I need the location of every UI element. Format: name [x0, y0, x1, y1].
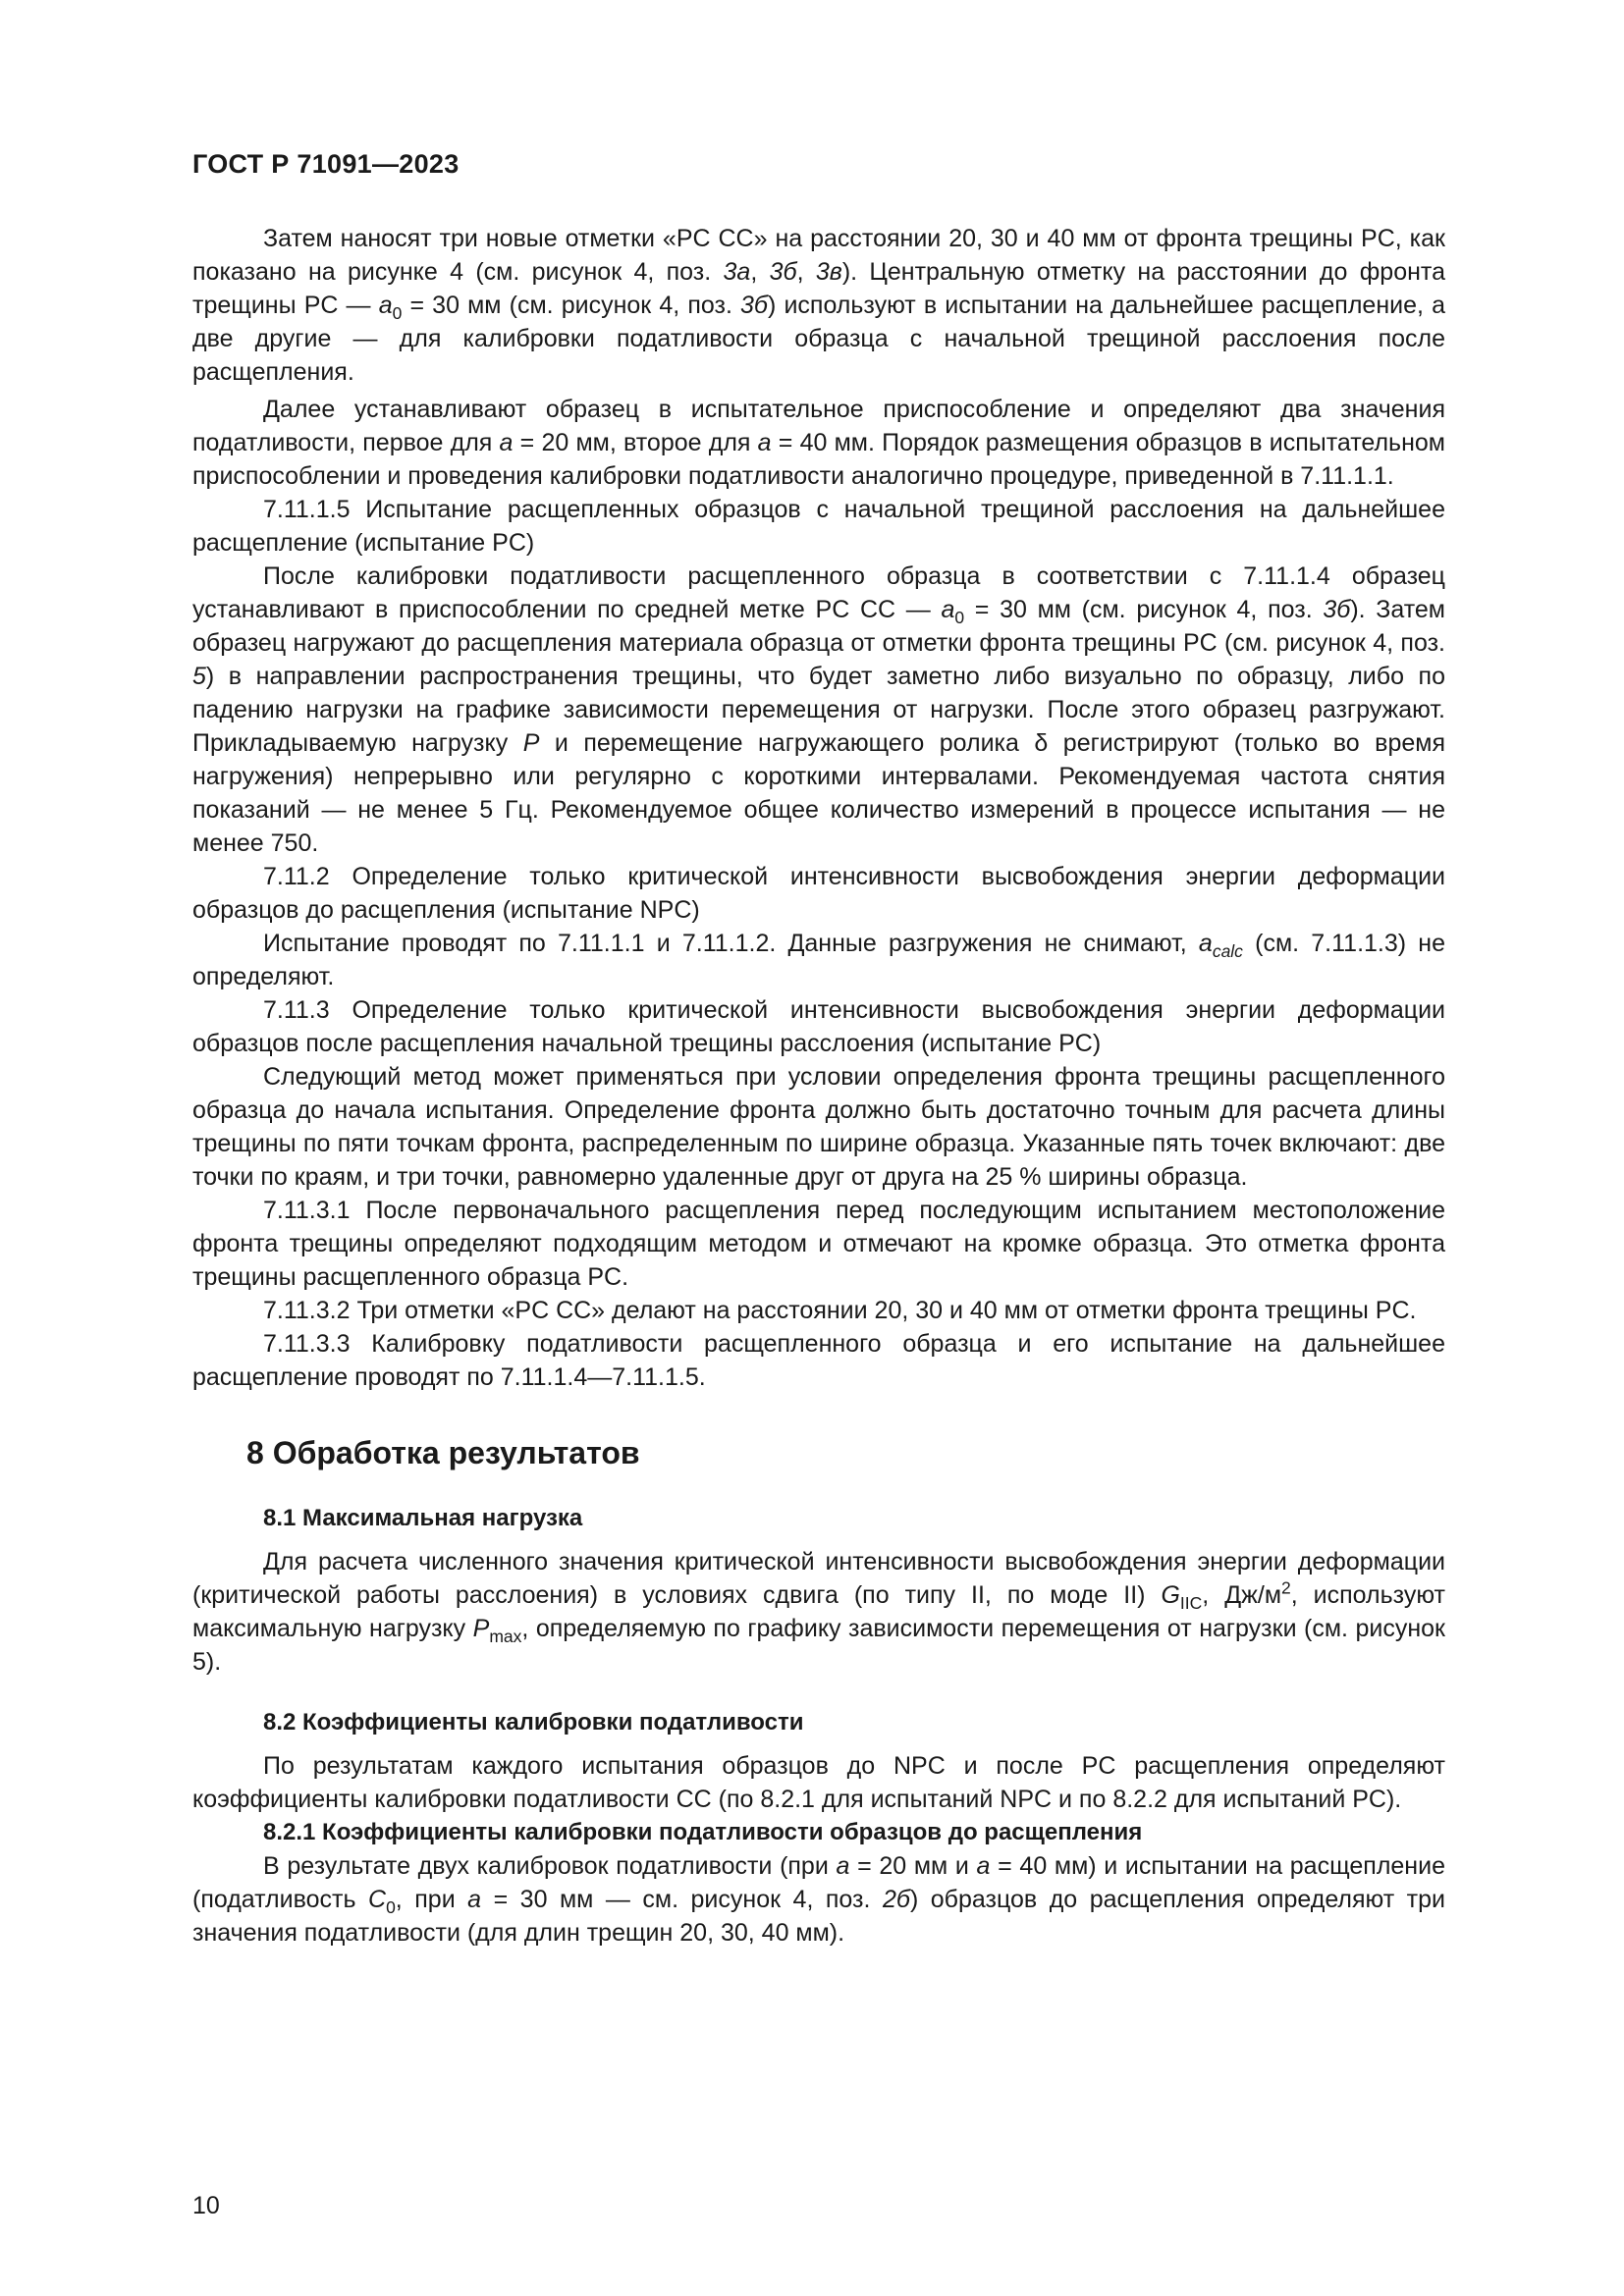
- paragraph-max-load: Для расчета численного значения критической интенсивности высвобождения энергии деформации (критической работы расслоения) в условиях сдвига (по типу II, по моде II) $G_{IIC}$, $Дж/м^2$, используют максимальную нагрузку $P_{max}$, определяемую по графику зависимости перемещения от нагрузки (см. рисунок 5).: [192, 1548, 1445, 1676]
- page-number: 10: [192, 2192, 220, 2219]
- section-8-2-1-heading: 8.2.1 Коэффициенты калибровки податливости образцов до расщепления: [263, 1819, 1143, 1845]
- clause-7-11-2: 7.11.2 Определение только критической интенсивности высвобождения энергии деформации образцов до расщепления (испытание NPC): [192, 863, 1445, 924]
- paragraph-three-compliance-values: В результате двух калибровок податливости (при a = 20 мм и a = 40 мм) и испытании на расщепление (податливость $C_0$, при a = 30 мм — см. рисунок 4, поз. 2б) образцов до расщепления определяют три значения податливости (для длин трещин 20, 30, 40 мм).: [192, 1852, 1446, 1947]
- document-code-header: ГОСТ Р 71091—2023: [192, 149, 460, 179]
- section-8-1-heading: 8.1 Максимальная нагрузка: [263, 1505, 583, 1531]
- clause-7-11-3-3: 7.11.3.3 Калибровку податливости расщепленного образца и его испытание на дальнейшее расщепление проводят по 7.11.1.4—7.11.1.5.: [192, 1330, 1445, 1391]
- paragraph-npc-test: Испытание проводят по 7.11.1.1 и 7.11.1.2. Данные разгружения не снимают, $a_{calc}$ (см. 7.11.1.3) не определяют.: [192, 930, 1445, 990]
- paragraph-calibration-coeffs: По результатам каждого испытания образцов до NPC и после PC расщепления определяют коэффициенты калибровки податливости CC (по 8.2.1 для испытаний NPC и по 8.2.2 для испытаний PC).: [192, 1752, 1445, 1813]
- section-8-2-heading: 8.2 Коэффициенты калибровки податливости: [263, 1709, 804, 1735]
- clause-7-11-3: 7.11.3 Определение только критической интенсивности высвобождения энергии деформации образцов после расщепления начальной трещины расслоения (испытание PC): [192, 996, 1445, 1057]
- paragraph-marks-pc-cc: Затем наносят три новые отметки «PC CC» на расстоянии 20, 30 и 40 мм от фронта трещины PC, как показано на рисунке 4 (см. рисунок 4, поз. 3а, 3б, 3в). Центральную отметку на расстоянии до фронта трещины PC — $a_0 = 30$ мм (см. рисунок 4, поз. 3б) используют в испытании на дальнейшее расщепление, а две другие — для калибровки податливости образца с начальной трещиной расслоения после расщепления.: [192, 225, 1445, 386]
- paragraph-compliance-values: Далее устанавливают образец в испытательное приспособление и определяют два значения податливости, первое для a = 20 мм, второе для a = 40 мм. Порядок размещения образцов в испытательном приспособлении и проведения калибровки податливости аналогично процедуре, приведенной в 7.11.1.1.: [192, 396, 1445, 490]
- section-8-heading: 8 Обработка результатов: [246, 1435, 640, 1470]
- clause-7-11-3-2: 7.11.3.2 Три отметки «PC CC» делают на расстоянии 20, 30 и 40 мм от отметки фронта трещины PC.: [263, 1297, 1417, 1324]
- clause-7-11-1-5: 7.11.1.5 Испытание расщепленных образцов с начальной трещиной расслоения на дальнейшее расщепление (испытание PC): [192, 496, 1445, 557]
- paragraph-pc-test: После калибровки податливости расщепленного образца в соответствии с 7.11.1.4 образец устанавливают в приспособлении по средней метке PC CC — $a_0 = 30$ мм (см. рисунок 4, поз. 3б). Затем образец нагружают до расщепления материала образца от отметки фронта трещины PC (см. рисунок 4, поз. 5) в направлении распространения трещины, что будет заметно либо визуально по образцу, либо по падению нагрузки на графике зависимости перемещения от нагрузки. После этого образец разгружают. Прикладываемую нагрузку P и перемещение нагружающего ролика δ регистрируют (только во время нагружения) непрерывно или регулярно с короткими интервалами. Рекомендуемая частота снятия показаний — не менее 5 Гц. Рекомендуемое общее количество измерений в процессе испытания — не менее 750.: [192, 562, 1445, 857]
- page-content: [192, 222, 1445, 1949]
- paragraph-method-condition: Следующий метод может применяться при условии определения фронта трещины расщепленного образца до начала испытания. Определение фронта должно быть достаточно точным для расчета длины трещины по пяти точкам фронта, распределенным по ширине образца. Указанные пять точек включают: две точки по краям, и три точки, равномерно удаленные друг от друга на 25 % ширины образца.: [192, 1063, 1445, 1191]
- clause-7-11-3-1: 7.11.3.1 После первоначального расщепления перед последующим испытанием местоположение фронта трещины определяют подходящим методом и отмечают на кромке образца. Это отметка фронта трещины расщепленного образца PC.: [192, 1197, 1445, 1291]
